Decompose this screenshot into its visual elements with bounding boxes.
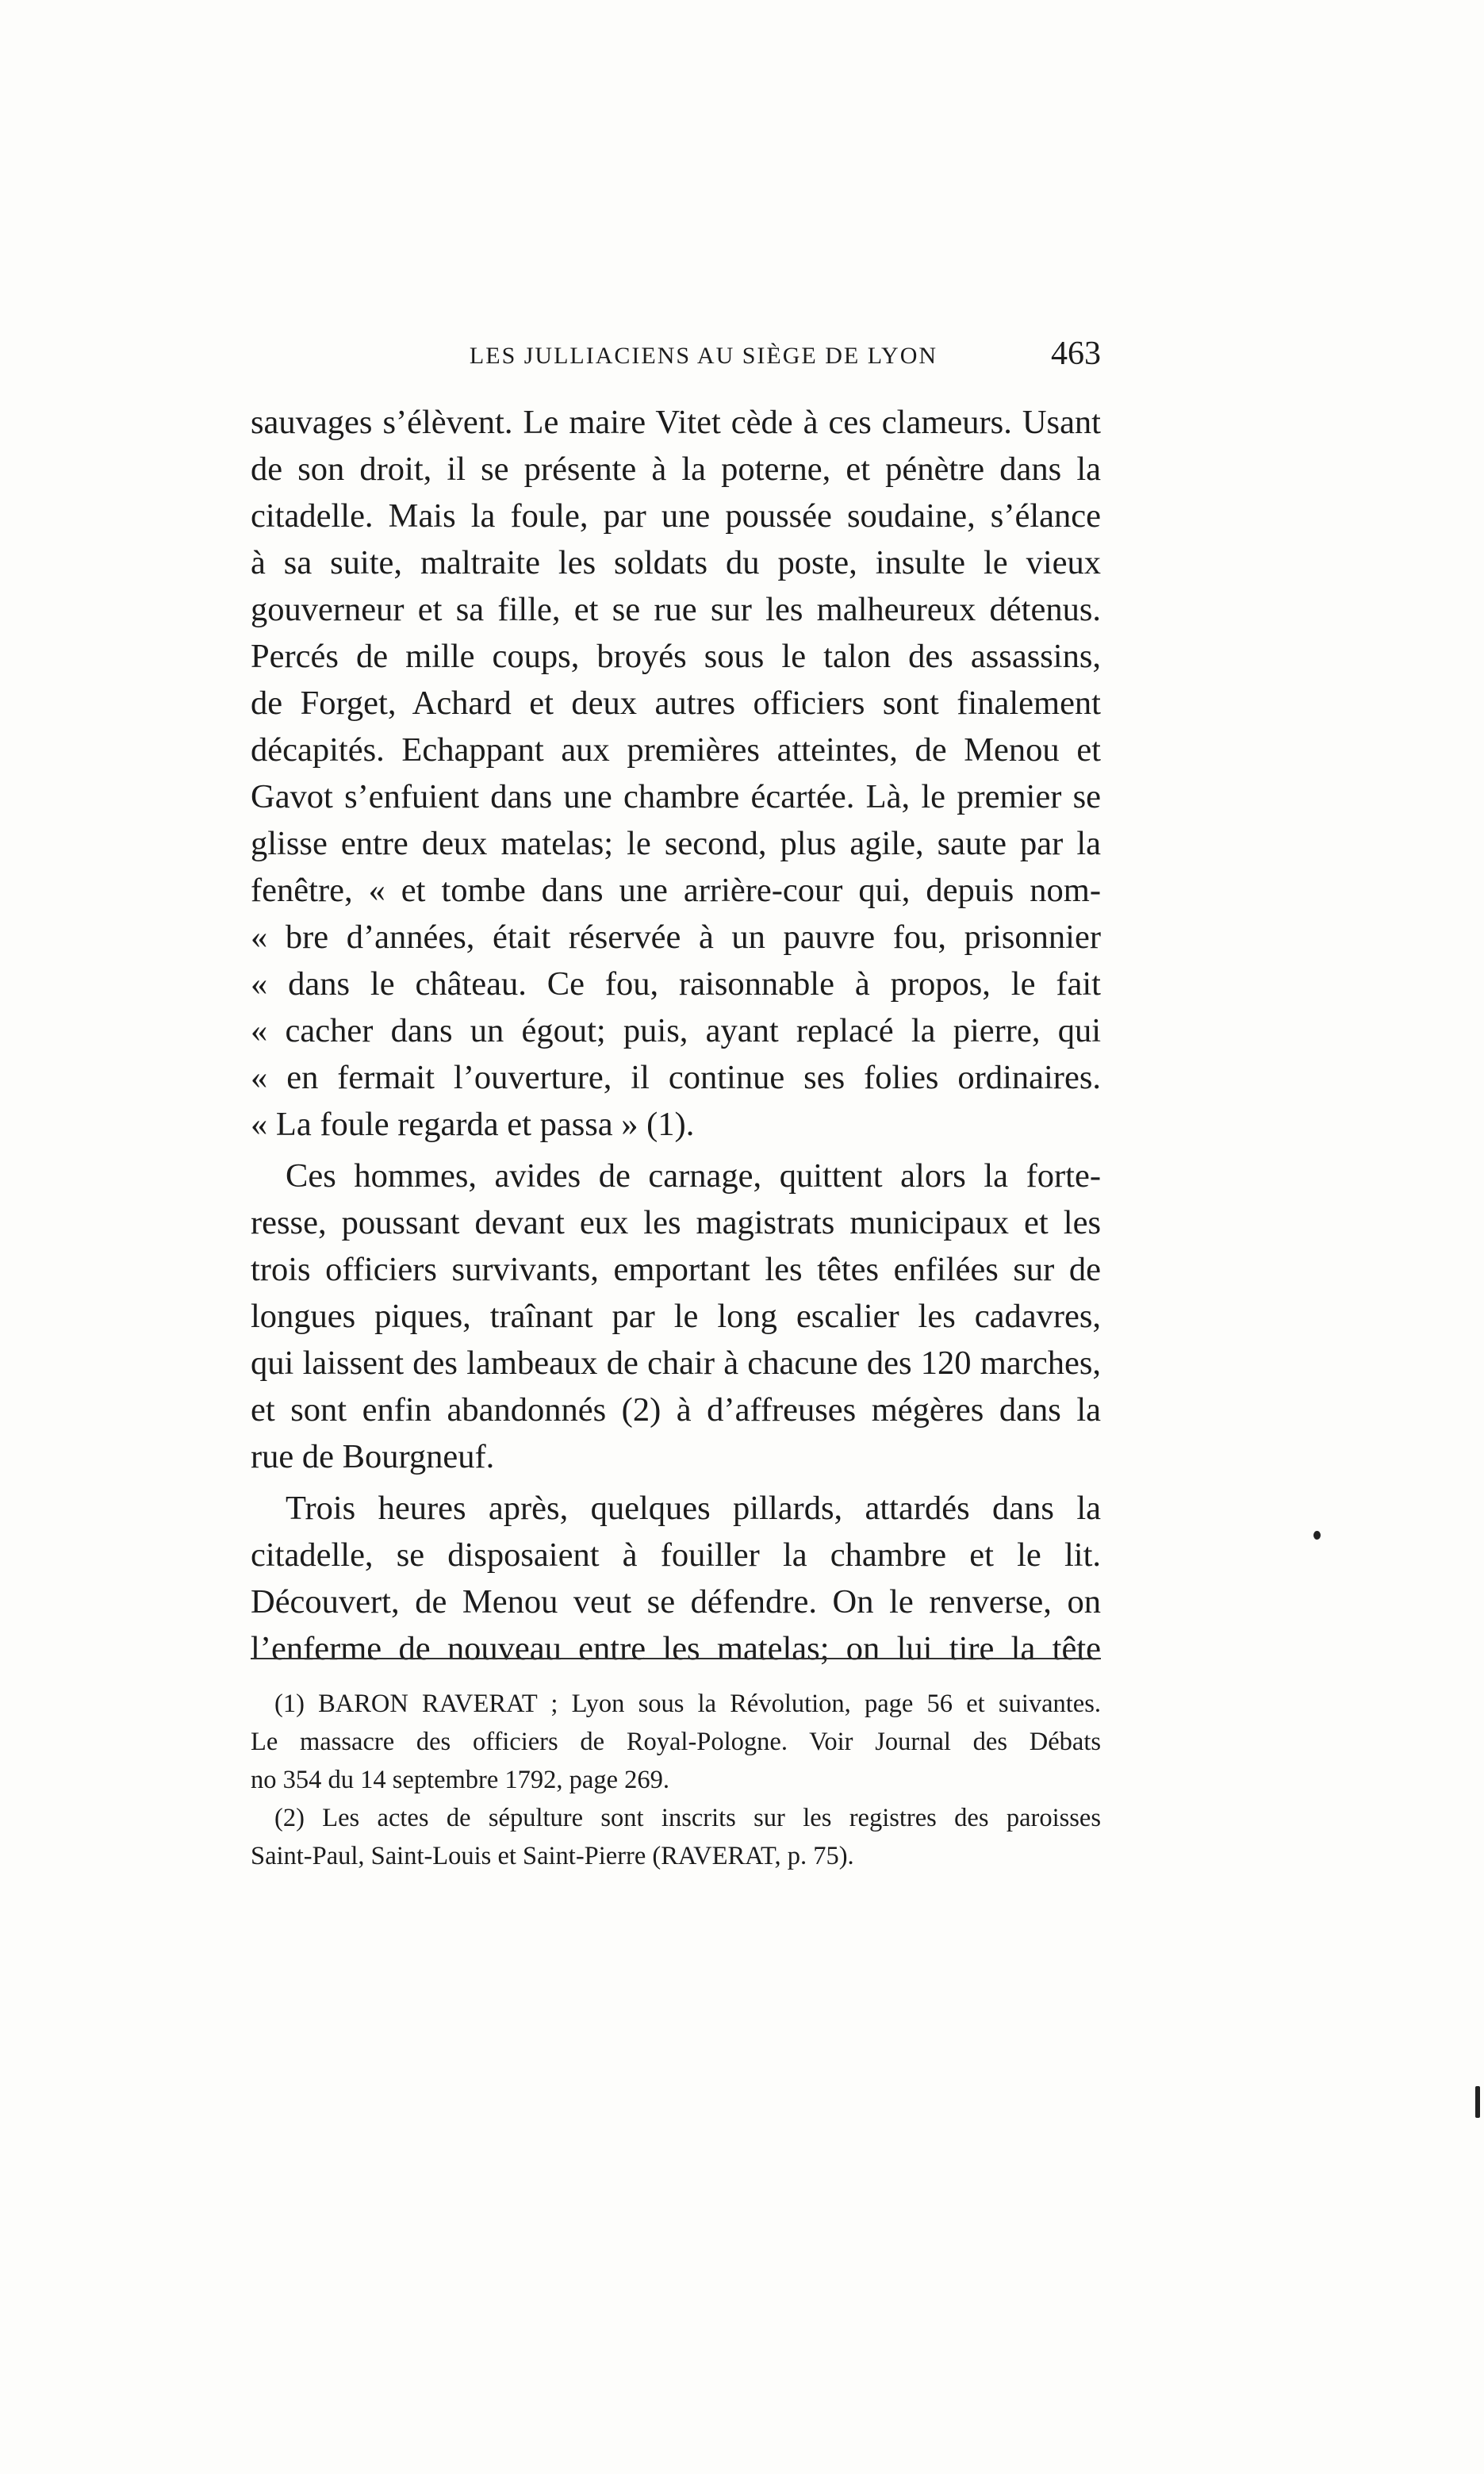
text-line: Percés de mille coups, broyés sous le talon des assassins, (251, 638, 1101, 675)
ink-speck (1313, 1531, 1321, 1540)
footnote-line: (2) Les actes de sépulture sont inscrits sur les registres des paroisses (274, 1804, 1101, 1832)
text-line: citadelle, se disposaient à fouiller la chambre et le lit. (251, 1536, 1101, 1574)
text-line: resse, poussant devant eux les magistrats municipaux et les (251, 1204, 1101, 1241)
text-line: décapités. Echappant aux premières atteintes, de Menou et (251, 731, 1101, 769)
text-line: Trois heures après, quelques pillards, attardés dans la (286, 1490, 1101, 1527)
footnote-line: no 354 du 14 septembre 1792, page 269. (251, 1766, 670, 1794)
text-line: gouverneur et sa fille, et se rue sur les malheureux détenus. (251, 591, 1101, 628)
text-line: « bre d’années, était réservée à un pauvre fou, prisonnier (251, 919, 1101, 956)
text-line: longues piques, traînant par le long escalier les cadavres, (251, 1298, 1101, 1335)
text-line: trois officiers survivants, emportant les têtes enfilées sur de (251, 1251, 1101, 1288)
text-line: Ces hommes, avides de carnage, quittent alors la forte- (286, 1157, 1101, 1195)
body-text (251, 399, 1101, 1672)
text-line: l’enferme de nouveau entre les matelas; on lui tire la tête (251, 1630, 1101, 1667)
text-line: « dans le château. Ce fou, raisonnable à propos, le fait (251, 965, 1101, 1003)
text-line: « La foule regarda et passa » (1). (251, 1106, 695, 1143)
footnote-line: Le massacre des officiers de Royal-Pologne. Voir Journal des Débats (251, 1728, 1101, 1756)
text-line: rue de Bourgneuf. (251, 1438, 495, 1475)
text-line: Découvert, de Menou veut se défendre. On le renverse, on (251, 1583, 1101, 1621)
text-line: à sa suite, maltraite les soldats du poste, insulte le vieux (251, 544, 1101, 581)
running-head (251, 335, 1101, 382)
text-line: citadelle. Mais la foule, par une poussée soudaine, s’élance (251, 497, 1101, 535)
text-line: Gavot s’enfuient dans une chambre écartée. Là, le premier se (251, 778, 1101, 815)
text-line: de son droit, il se présente à la poterne, et pénètre dans la (251, 451, 1101, 488)
footnotes (251, 1685, 1101, 1875)
text-line: « en fermait l’ouverture, il continue ses folies ordinaires. (251, 1059, 1101, 1096)
running-title: LES JULLIACIENS AU SIÈGE DE LYON (469, 343, 938, 369)
text-line: fenêtre, « et tombe dans une arrière-cour qui, depuis nom- (251, 872, 1101, 909)
text-line: et sont enfin abandonnés (2) à d’affreuses mégères dans la (251, 1391, 1101, 1429)
text-line: sauvages s’élèvent. Le maire Vitet cède à ces clameurs. Usant (251, 404, 1101, 441)
text-line: qui laissent des lambeaux de chair à chacune des 120 marches, (251, 1344, 1101, 1382)
footnote-line: (1) BARON RAVERAT ; Lyon sous la Révolution, page 56 et suivantes. (274, 1690, 1101, 1718)
page-number: 463 (1051, 336, 1101, 372)
text-line: « cacher dans un égout; puis, ayant replacé la pierre, qui (251, 1012, 1101, 1049)
footnote-rule (251, 1658, 1101, 1659)
text-line: glisse entre deux matelas; le second, plus agile, saute par la (251, 825, 1101, 862)
footnote-line: Saint-Paul, Saint-Louis et Saint-Pierre (RAVERAT, p. 75). (251, 1842, 854, 1870)
ink-speck (1475, 2086, 1480, 2118)
text-line: de Forget, Achard et deux autres officiers sont finalement (251, 685, 1101, 722)
